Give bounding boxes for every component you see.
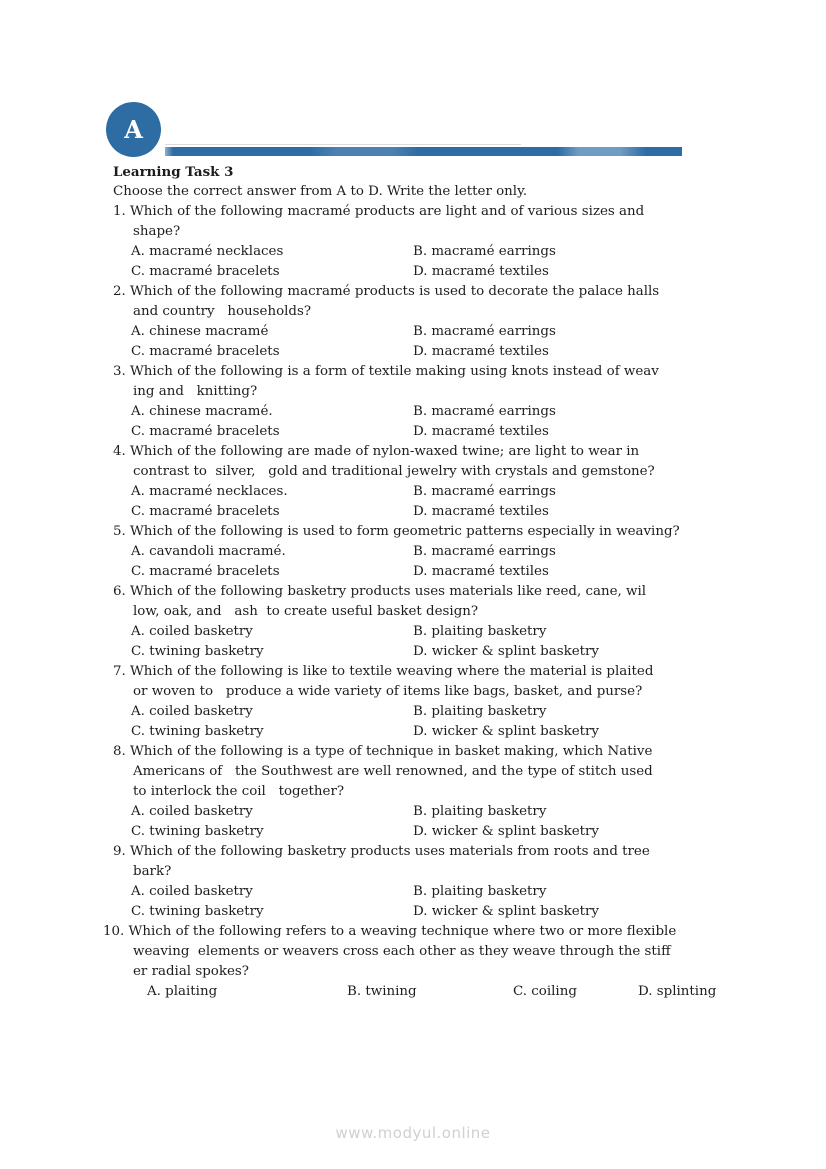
answer-option: B. twining xyxy=(347,984,417,999)
question-9-text-line: bark? xyxy=(133,864,172,879)
answer-option: A. coiled basketry xyxy=(131,884,253,899)
answer-option: A. coiled basketry xyxy=(131,704,253,719)
answer-option: C. twining basketry xyxy=(131,904,264,919)
answer-option: B. macramé earrings xyxy=(413,244,556,259)
answer-option: A. macramé necklaces xyxy=(131,244,284,259)
option-row xyxy=(113,422,725,442)
question-6-text-line: low, oak, and ash to create useful basket design? xyxy=(133,604,479,619)
question-8-text-line: 8. Which of the following is a type of technique in basket making, which Native xyxy=(113,744,653,759)
option-row xyxy=(113,902,725,922)
question-10-text-line: weaving elements or weavers cross each other as they weave through the stiff xyxy=(133,944,671,959)
question-9-text-line: 9. Which of the following basketry products uses materials from roots and tree xyxy=(113,844,650,859)
question-3-text-line: 3. Which of the following is a form of textile making using knots instead of weav xyxy=(113,364,659,379)
answer-option: A. chinese macramé xyxy=(131,324,269,339)
answer-option: D. macramé textiles xyxy=(413,564,549,579)
question-7-text-line: or woven to produce a wide variety of items like bags, basket, and purse? xyxy=(133,684,643,699)
answer-option: C. macramé bracelets xyxy=(131,424,280,439)
answer-option: D. macramé textiles xyxy=(413,504,549,519)
question-7-text-line: 7. Which of the following is like to textile weaving where the material is plaited xyxy=(113,664,654,679)
question-4-text-line: contrast to silver, gold and traditional jewelry with crystals and gemstone? xyxy=(133,464,655,479)
option-row xyxy=(113,722,725,742)
answer-option: C. twining basketry xyxy=(131,724,264,739)
answer-option: B. macramé earrings xyxy=(413,324,556,339)
question-7 xyxy=(113,662,725,742)
answer-option: B. plaiting basketry xyxy=(413,704,547,719)
answer-option: D. wicker & splint basketry xyxy=(413,824,599,839)
option-row xyxy=(113,482,725,502)
question-9 xyxy=(113,842,725,922)
option-row xyxy=(113,322,725,342)
section-badge xyxy=(106,102,161,157)
question-4-text-line: 4. Which of the following are made of nylon-waxed twine; are light to wear in xyxy=(113,444,640,459)
question-6-text-line: 6. Which of the following basketry products uses materials like reed, cane, wil xyxy=(113,584,647,599)
question-10-text-line: er radial spokes? xyxy=(133,964,249,979)
answer-option: D. wicker & splint basketry xyxy=(413,644,599,659)
option-row xyxy=(113,622,725,642)
option-row xyxy=(113,982,725,1002)
option-row xyxy=(113,642,725,662)
option-row xyxy=(113,822,725,842)
answer-option: C. macramé bracelets xyxy=(131,344,280,359)
option-row xyxy=(113,542,725,562)
answer-option: A. cavandoli macramé. xyxy=(131,544,286,559)
option-row xyxy=(113,882,725,902)
answer-option: C. twining basketry xyxy=(131,824,264,839)
answer-option: C. macramé bracelets xyxy=(131,264,280,279)
answer-option: B. macramé earrings xyxy=(413,484,556,499)
header-rule-shadow xyxy=(165,144,521,145)
answer-option: C. twining basketry xyxy=(131,644,264,659)
answer-option: C. macramé bracelets xyxy=(131,504,280,519)
option-row xyxy=(113,802,725,822)
question-1-text-line: 1. Which of the following macramé products are light and of various sizes and xyxy=(113,204,645,219)
answer-option: C. macramé bracelets xyxy=(131,564,280,579)
question-1 xyxy=(113,202,725,282)
option-row xyxy=(113,562,725,582)
question-2 xyxy=(113,282,725,362)
question-10 xyxy=(103,922,725,1002)
answer-option: A. chinese macramé. xyxy=(131,404,273,419)
content xyxy=(103,162,725,1002)
question-4 xyxy=(113,442,725,522)
answer-option: B. plaiting basketry xyxy=(413,624,547,639)
question-5-text-line: 5. Which of the following is used to form geometric patterns especially in weaving? xyxy=(113,524,680,539)
option-row xyxy=(113,242,725,262)
answer-option: D. splinting xyxy=(638,984,717,999)
option-row xyxy=(113,402,725,422)
answer-option: A. plaiting xyxy=(147,984,218,999)
task-title: Learning Task 3 xyxy=(113,164,234,180)
question-10-text-line: 10. Which of the following refers to a weaving technique where two or more flexible xyxy=(103,924,677,939)
answer-option: C. coiling xyxy=(513,984,577,999)
option-row xyxy=(113,502,725,522)
question-5 xyxy=(113,522,725,582)
question-3 xyxy=(113,362,725,442)
question-2-text-line: 2. Which of the following macramé products is used to decorate the palace halls xyxy=(113,284,660,299)
option-row xyxy=(113,262,725,282)
question-2-text-line: and country households? xyxy=(133,304,312,319)
footer-url: www.modyul.online xyxy=(335,1124,491,1142)
answer-option: D. macramé textiles xyxy=(413,424,549,439)
question-3-text-line: ing and knitting? xyxy=(133,384,258,399)
answer-option: A. coiled basketry xyxy=(131,804,253,819)
question-8-text-line: to interlock the coil together? xyxy=(133,784,345,799)
answer-option: A. macramé necklaces. xyxy=(131,484,288,499)
answer-option: D. macramé textiles xyxy=(413,264,549,279)
answer-option: B. plaiting basketry xyxy=(413,884,547,899)
answer-option: A. coiled basketry xyxy=(131,624,253,639)
answer-option: D. wicker & splint basketry xyxy=(413,724,599,739)
answer-option: B. macramé earrings xyxy=(413,404,556,419)
question-8 xyxy=(113,742,725,842)
question-6 xyxy=(113,582,725,662)
answer-option: B. plaiting basketry xyxy=(413,804,547,819)
question-list xyxy=(103,202,725,1002)
answer-option: D. macramé textiles xyxy=(413,344,549,359)
header-rule xyxy=(165,147,682,156)
section-badge-letter: A xyxy=(124,115,143,144)
question-1-text-line: shape? xyxy=(133,224,181,239)
option-row xyxy=(113,342,725,362)
option-row xyxy=(113,702,725,722)
task-instruction: Choose the correct answer from A to D. Write the letter only. xyxy=(113,184,528,199)
answer-option: B. macramé earrings xyxy=(413,544,556,559)
question-8-text-line: Americans of the Southwest are well renowned, and the type of stitch used xyxy=(133,764,653,779)
answer-option: D. wicker & splint basketry xyxy=(413,904,599,919)
